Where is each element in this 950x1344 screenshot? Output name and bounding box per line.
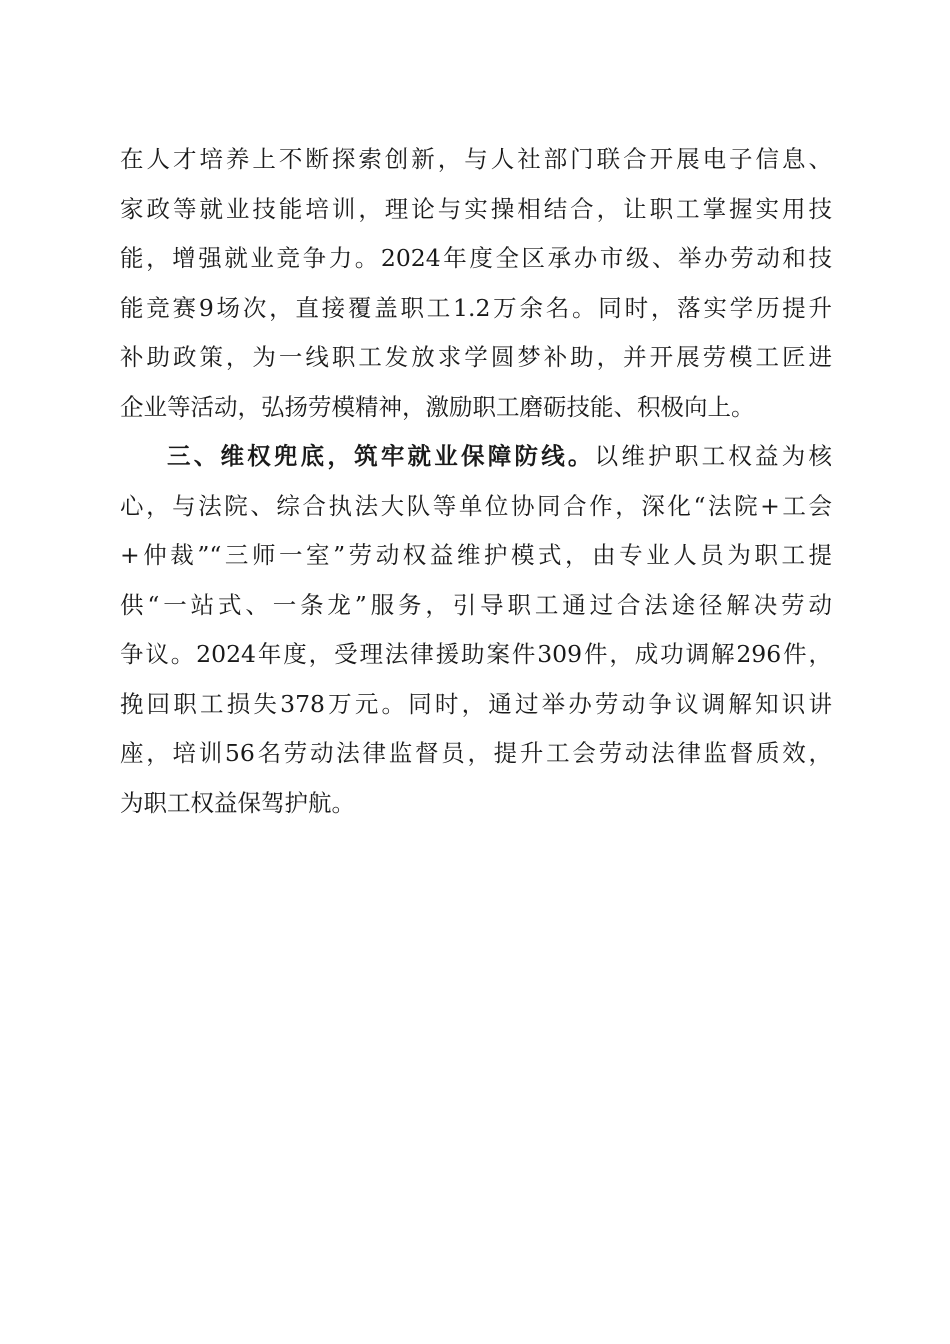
paragraph-line: 企业等活动，弘扬劳模精神，激励职工磨砺技能、积极向上。: [120, 392, 755, 421]
paragraph-line: 争议。2024年度，受理法律援助案件309件，成功调解296件，: [120, 640, 832, 668]
paragraph-line: 为职工权益保驾护航。: [120, 788, 355, 817]
paragraph-line: 家政等就业技能培训，理论与实操相结合，让职工掌握实用技: [120, 194, 832, 223]
paragraph-line: 在人才培养上不断探索创新，与人社部门联合开展电子信息、: [120, 145, 832, 173]
document-body: [120, 135, 832, 828]
paragraph-line: 座，培训56名劳动法律监督员，提升工会劳动法律监督质效，: [120, 739, 832, 767]
paragraph-first-line: [120, 432, 832, 482]
section-heading: 三、维权兜底，筑牢就业保障防线。: [167, 442, 595, 470]
paragraph-line: 能，增强就业竞争力。2024年度全区承办市级、举办劳动和技: [120, 244, 832, 272]
paragraph-rights-protection: [120, 432, 832, 828]
paragraph-line: 能竞赛9场次，直接覆盖职工1.2万余名。同时，落实学历提升: [120, 293, 832, 322]
paragraph-line: 供“一站式、一条龙”服务，引导职工通过合法途径解决劳动: [120, 590, 832, 619]
paragraph-line: 补助政策，为一线职工发放求学圆梦补助，并开展劳模工匠进: [120, 343, 832, 371]
paragraph-line: 心，与法院、综合执法大队等单位协同合作，深化“法院+工会: [120, 491, 832, 520]
paragraph-line-rest: 以维护职工权益为核: [594, 442, 833, 470]
paragraph-talent-training: [120, 135, 832, 432]
paragraph-line: 挽回职工损失378万元。同时，通过举办劳动争议调解知识讲: [120, 689, 832, 718]
paragraph-line: +仲裁”“三师一室”劳动权益维护模式，由专业人员为职工提: [120, 541, 832, 569]
